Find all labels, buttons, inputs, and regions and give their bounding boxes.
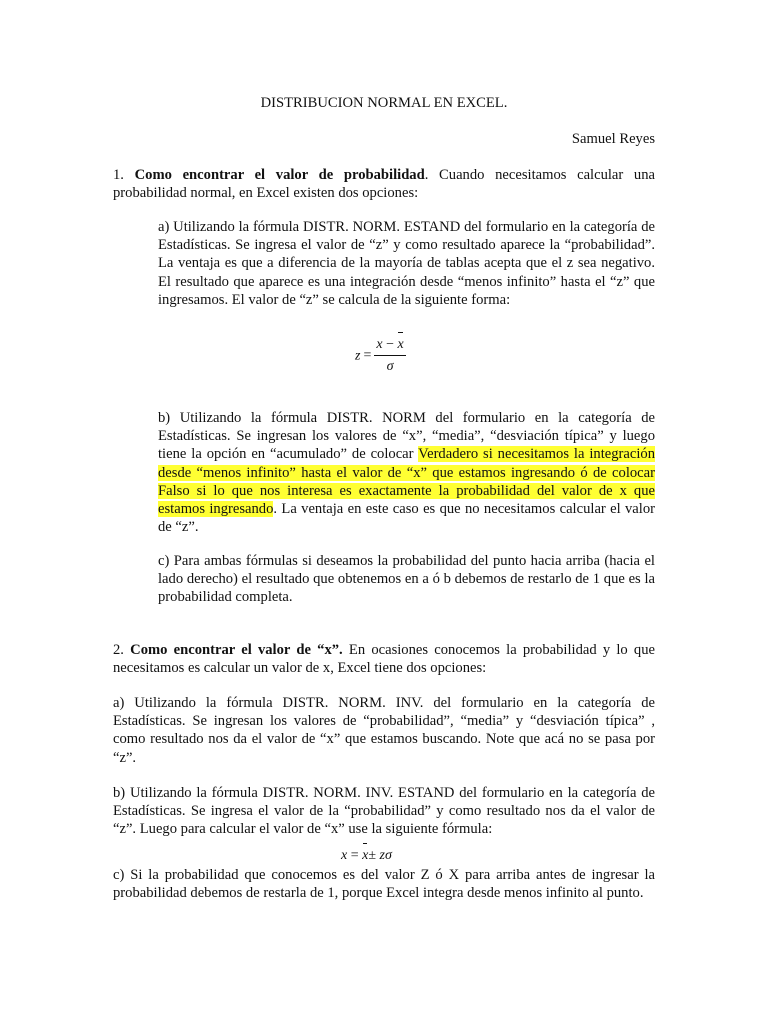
section-1-number: 1. xyxy=(113,167,135,183)
formula2-equals: = xyxy=(347,848,363,863)
formula-denominator: σ xyxy=(386,359,394,375)
section-2-option-a: a) Utilizando la fórmula DISTR. NORM. INV. del formulario en la categoría de Estadísticas. Se ingresan los valores de “probabilidad”, “media” y “desviación típica” , como resultado nos da el valor de “x” que estamos buscando. Note que acá no se pasa por “z”. xyxy=(113,695,655,766)
section-1-option-b-text: b) Utilizando la fórmula DISTR. NORM del formulario en la categoría de Estadísticas. Se ingresan los valores de “x”, “media”, “desviación típica” y luego tiene la opción en “acumulado” de colocar xyxy=(158,410,655,463)
formula-equals: = xyxy=(363,348,372,364)
section-1-intro xyxy=(113,166,655,202)
section-1-option-b xyxy=(158,409,655,536)
formula-z-lhs: z xyxy=(355,348,361,364)
author-name: Samuel Reyes xyxy=(571,131,655,147)
section-2-intro-text: En ocasiones conocemos la probabilidad y lo que necesitamos es calcular un valor de x, Excel tiene dos opciones: xyxy=(113,642,656,677)
section-1-option-a: a) Utilizando la fórmula DISTR. NORM. ESTAND del formulario en la categoría de Estadísticas. Se ingresa el valor de “z” y como resultado aparece la “probabilidad”. La ventaja es que a diferencia de la mayoría de tablas acepta que el z sea negativo. El resultado que aparece es una integración desde “menos infinito” hasta el “z” que ingresamos. El valor de “z” se calcula de la siguiente forma: xyxy=(158,219,655,308)
formula-minus: − xyxy=(382,337,398,352)
formula2-z: z xyxy=(376,848,385,863)
z-score-formula xyxy=(355,336,406,376)
document-title: DISTRIBUCION NORMAL EN EXCEL. xyxy=(260,95,508,111)
section-2-intro xyxy=(113,641,655,677)
section-2-number: 2. xyxy=(113,642,131,658)
formula-num-x: x xyxy=(376,337,383,352)
formula-num-xbar: x xyxy=(397,336,403,354)
formula-numerator xyxy=(374,336,405,356)
section-1-intro-text: . Cuando necesitamos calcular una probabilidad normal, en Excel existen dos opciones: xyxy=(113,167,656,202)
formula2-x-lhs: x xyxy=(341,848,348,863)
section-2-heading: Como encontrar el valor de “x”. xyxy=(130,642,343,658)
section-1-option-b-text-end: . La ventaja en este caso es que no necesitamos calcular el valor de “z”. xyxy=(158,501,655,536)
formula2-xbar: x xyxy=(362,847,368,865)
section-2-option-c: c) Si la probabilidad que conocemos es del valor Z ó X para arriba antes de ingresar la probabilidad debemos de restarla de 1, porque Excel integra desde menos infinito al punto. xyxy=(113,867,655,902)
formula-fraction xyxy=(374,336,405,376)
highlighted-text: Verdadero si necesitamos la integración desde “menos infinito” hasta el valor de “x” que estamos ingresando ó de colocar Falso si lo que nos interesa es exactamente la probabilidad del valor de x que estamos ingresando xyxy=(158,446,655,518)
section-2-option-b: b) Utilizando la fórmula DISTR. NORM. INV. ESTAND del formulario en la categoría de Estadísticas. Se ingresa el valor de la “probabilidad” y como resultado nos da el valor de “z”. Luego para calcular el valor de “x” use la siguiente fórmula: xyxy=(113,785,655,838)
formula2-plus-minus: ± xyxy=(368,848,377,863)
section-1-heading: Como encontrar el valor de probabilidad xyxy=(134,167,425,183)
section-1-option-c: c) Para ambas fórmulas si deseamos la probabilidad del punto hacia arriba (hacia el lado derecho) el resultado que obtenemos en a ó b debemos de restarlo de 1 que es la probabilidad completa. xyxy=(158,553,655,606)
x-value-formula xyxy=(341,847,392,865)
formula2-sigma: σ xyxy=(384,848,392,863)
